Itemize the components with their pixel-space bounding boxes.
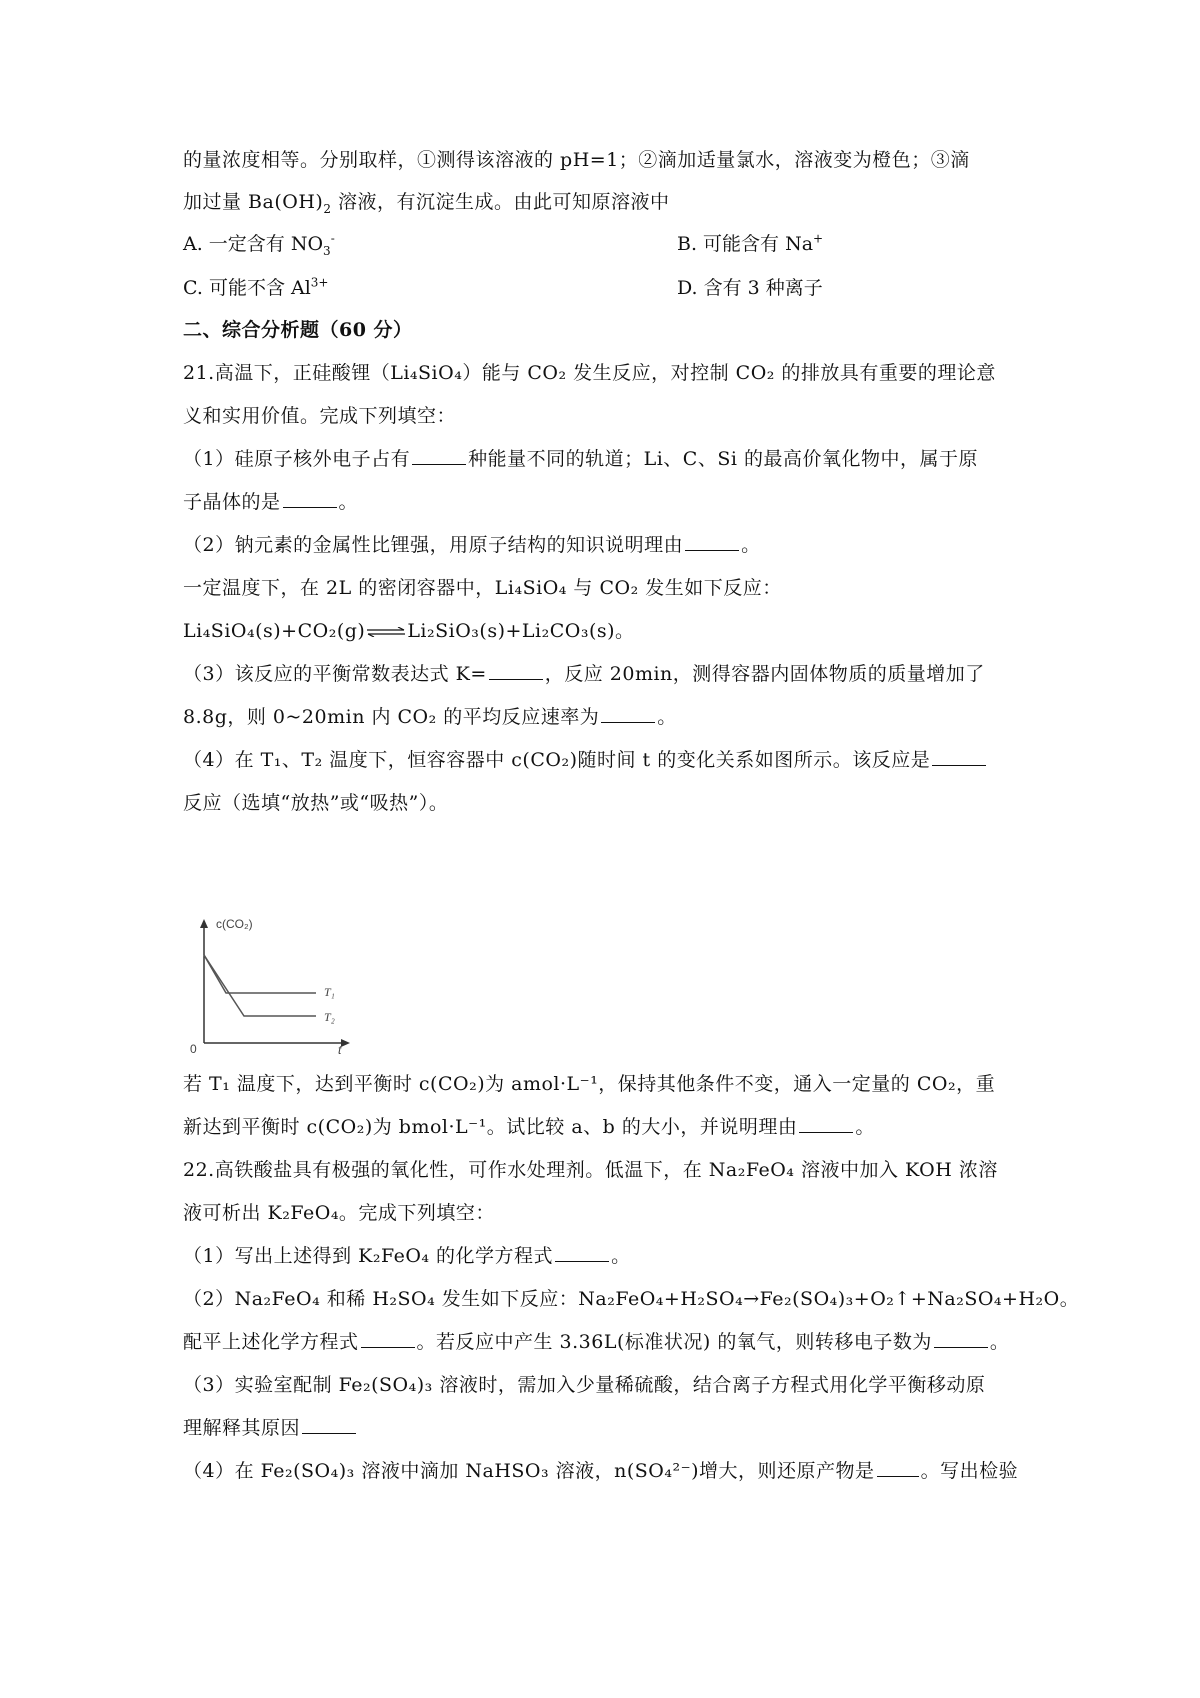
answer-blank: [601, 706, 655, 723]
equilibrium-arrow-icon: [366, 627, 406, 637]
q21-line-2: 义和实用价值。完成下列填空：: [183, 405, 457, 427]
q21-p1d: 。: [338, 491, 359, 513]
concentration-time-graph: [186, 915, 356, 1055]
curve-t1-label: T₁: [324, 985, 335, 999]
q22-part3-line2: [183, 1416, 358, 1440]
curve-t1: [204, 955, 316, 993]
q21-p5b: 新达到平衡时 c(CO₂)为 bmol·L⁻¹。试比较 a、b 的大小，并说明理由: [183, 1116, 798, 1138]
q21-equation: [183, 619, 635, 643]
q21-part1-line1: [183, 447, 978, 471]
option-c-text: C. 可能不含 Al: [183, 277, 311, 299]
option-a-sub: 3: [323, 243, 331, 258]
q21-part5-line2: [183, 1115, 875, 1139]
origin-label: 0: [190, 1042, 197, 1055]
x-axis-arrow-icon: [341, 1039, 350, 1047]
q21-part1-line2: [183, 490, 358, 514]
q21-p3c: 8.8g，则 0~20min 内 CO₂ 的平均反应速率为: [183, 706, 600, 728]
q21-p1c: 子晶体的是: [183, 491, 281, 513]
answer-blank: [302, 1417, 356, 1434]
q21-p3d: 。: [657, 706, 677, 728]
x-axis-label: t: [338, 1043, 342, 1055]
q22-line-2: 液可析出 K₂FeO₄。完成下列填空：: [183, 1202, 495, 1224]
q22-p1b: 。: [611, 1245, 631, 1267]
answer-blank: [412, 448, 466, 465]
q21-p3a: （3）该反应的平衡常数表达式 K=: [183, 663, 487, 685]
answer-blank: [934, 1331, 988, 1348]
option-c-sup: 3+: [310, 275, 329, 290]
answer-blank: [489, 663, 543, 680]
q21-p4a: （4）在 T₁、T₂ 温度下，恒容容器中 c(CO₂)随时间 t 的变化关系如图所示。该反应是: [183, 749, 931, 771]
q21-part3-line2: [183, 705, 677, 729]
answer-blank: [283, 491, 337, 508]
y-axis-label: c(CO₂): [216, 917, 253, 931]
q22-part4: [183, 1459, 1018, 1483]
q21-part2: [183, 533, 761, 557]
q21-p3b: ，反应 20min，测得容器内固体物质的质量增加了: [544, 663, 985, 685]
q22-p1a: （1）写出上述得到 K₂FeO₄ 的化学方程式: [183, 1245, 554, 1267]
q22-p2b: 配平上述化学方程式: [183, 1331, 359, 1353]
y-axis-arrow-icon: [200, 919, 208, 928]
q21-p2a: （2）钠元素的金属性比锂强，用原子结构的知识说明理由: [183, 534, 684, 556]
q21-part3-line1: [183, 662, 985, 686]
answer-blank: [877, 1460, 919, 1477]
answer-blank: [555, 1245, 609, 1262]
answer-blank: [799, 1116, 853, 1133]
option-a: [183, 232, 335, 256]
q21-part4-line2: 反应（选填“放热”或“吸热”）。: [183, 792, 449, 814]
option-d: D. 含有 3 种离子: [677, 277, 823, 299]
q21-p1a: （1）硅原子核外电子占有: [183, 448, 411, 470]
intro-line-2a: 加过量 Ba(OH): [183, 191, 324, 213]
curve-t2-label: T₂: [324, 1010, 335, 1024]
q22-part2-line1: （2）Na₂FeO₄ 和稀 H₂SO₄ 发生如下反应：Na₂FeO₄+H₂SO₄→Fe₂(SO₄)₃+O₂↑+Na₂SO₄+H₂O。: [183, 1288, 1080, 1310]
option-a-sup: -: [330, 231, 335, 246]
q21-p5c: 。: [855, 1116, 875, 1138]
section-heading: 二、综合分析题（60 分）: [183, 319, 413, 341]
equation-right: Li₂SiO₃(s)+Li₂CO₃(s)。: [407, 620, 635, 642]
q22-p3b: 理解释其原因: [183, 1417, 301, 1439]
q22-p4a: （4）在 Fe₂(SO₄)₃ 溶液中滴加 NaHSO₃ 溶液，n(SO₄²⁻)增大，则还原产物是: [183, 1460, 875, 1482]
q21-p2b: 。: [741, 534, 761, 556]
q22-line-1: 22.高铁酸盐具有极强的氧化性，可作水处理剂。低温下，在 Na₂FeO₄ 溶液中加入 KOH 浓溶: [183, 1159, 998, 1181]
q21-p1b: 种能量不同的轨道；Li、C、Si 的最高价氧化物中，属于原: [468, 448, 978, 470]
q21-condition: 一定温度下，在 2L 的密闭容器中，Li₄SiO₄ 与 CO₂ 发生如下反应：: [183, 577, 782, 599]
q22-p2d: 。: [989, 1331, 1010, 1353]
option-a-text: A. 一定含有 NO: [183, 233, 324, 255]
intro-line-2c: 溶液，有沉淀生成。由此可知原溶液中: [331, 191, 670, 213]
option-b: [677, 232, 823, 256]
intro-line-2: [183, 190, 670, 214]
answer-blank: [361, 1331, 415, 1348]
option-b-text: B. 可能含有 Na: [677, 233, 814, 255]
q22-part1: [183, 1244, 631, 1268]
intro-line-2-sub: 2: [323, 201, 332, 216]
q21-part5-line1: 若 T₁ 温度下，达到平衡时 c(CO₂)为 amol·L⁻¹，保持其他条件不变，通入一定量的 CO₂，重: [183, 1073, 996, 1095]
answer-blank: [932, 749, 986, 766]
q22-p2c: 。若反应中产生 3.36L(标准状况) 的氧气，则转移电子数为: [416, 1331, 932, 1353]
q22-p4b: 。写出检验: [920, 1460, 1019, 1482]
intro-line-1: 的量浓度相等。分别取样，①测得该溶液的 pH=1；②滴加适量氯水，溶液变为橙色；③滴: [183, 149, 970, 171]
q22-part3-line1: （3）实验室配制 Fe₂(SO₄)₃ 溶液时，需加入少量稀硫酸，结合离子方程式用化学平衡移动原: [183, 1374, 986, 1396]
answer-blank: [685, 534, 739, 551]
q22-part2-line2: [183, 1330, 1009, 1354]
option-c: [183, 276, 328, 300]
option-b-sup: +: [813, 231, 824, 246]
q21-line-1: 21.高温下，正硅酸锂（Li₄SiO₄）能与 CO₂ 发生反应，对控制 CO₂ 的排放具有重要的理论意: [183, 362, 996, 384]
equation-left: Li₄SiO₄(s)+CO₂(g): [183, 620, 366, 642]
q21-part4-line1: [183, 748, 988, 772]
